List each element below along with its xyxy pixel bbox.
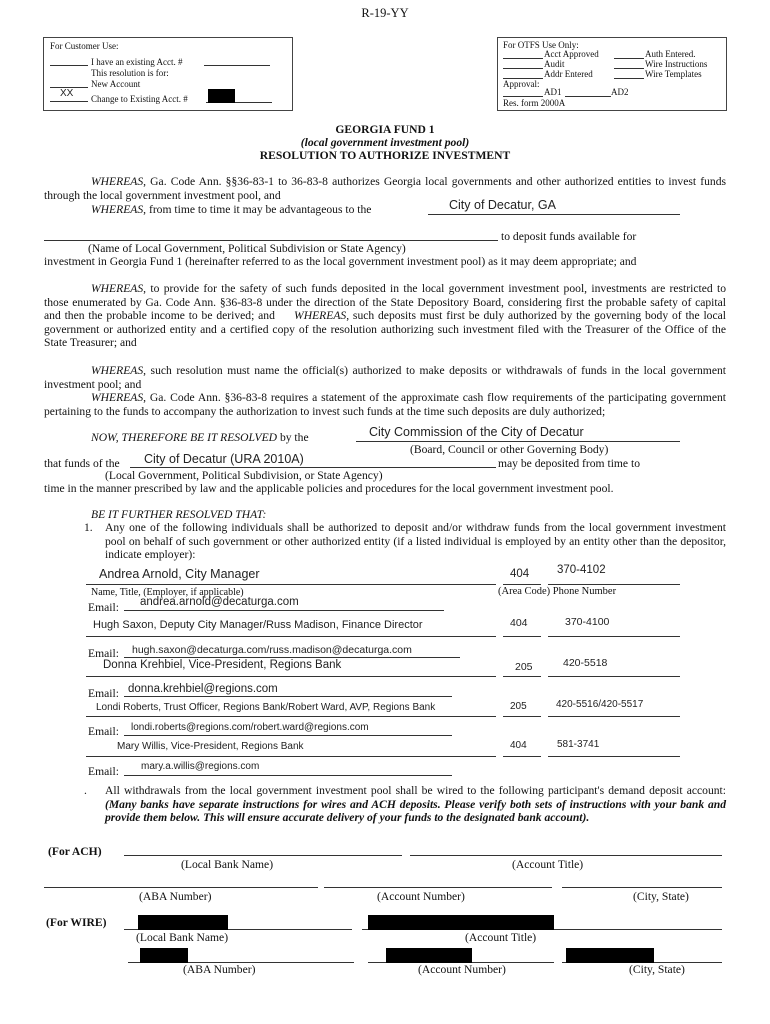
resolution-for-label: This resolution is for: — [91, 68, 169, 78]
form-id: R-19-YY — [361, 6, 409, 20]
paragraph-whereas-2 — [91, 203, 371, 216]
signer-5-name: Mary Willis, Vice-President, Regions Bank — [117, 741, 304, 752]
email-label-3: Email: — [88, 687, 119, 700]
redacted-wire-city-state — [566, 948, 654, 963]
ad2-line[interactable] — [565, 96, 611, 97]
ach-aba-caption: (ABA Number) — [139, 890, 212, 903]
local-government-line-2[interactable] — [44, 240, 498, 241]
wire-city-state-caption: (City, State) — [629, 963, 685, 976]
ach-city-state-line[interactable] — [562, 887, 722, 888]
otfs-use-box — [497, 37, 727, 111]
whereas-label: WHEREAS — [91, 364, 144, 377]
ach-city-state-caption: (City, State) — [633, 890, 689, 903]
paragraph-whereas-6 — [44, 391, 726, 418]
governing-body-filled: City Commission of the City of Decatur — [369, 425, 584, 439]
local-government-line[interactable] — [428, 214, 680, 215]
title-line-1: GEORGIA FUND 1 — [335, 123, 435, 136]
wire-account-number-caption: (Account Number) — [418, 963, 506, 976]
signer-1-phone: 370-4102 — [557, 564, 606, 576]
ach-aba-line[interactable] — [44, 887, 318, 888]
ad1-line[interactable] — [503, 96, 543, 97]
paragraph-whereas-5 — [44, 364, 726, 391]
signer-1-name: Andrea Arnold, City Manager — [99, 567, 260, 581]
title-line-3: RESOLUTION TO AUTHORIZE INVESTMENT — [259, 149, 511, 162]
phone-caption: (Area Code) Phone Number — [498, 586, 617, 597]
otfs-box-title: For OTFS Use Only: — [503, 40, 579, 50]
withdrawals-bullet: . — [84, 784, 87, 797]
signer-1-name-line[interactable] — [86, 584, 496, 585]
signer-4-email: londi.roberts@regions.com/robert.ward@regions.com — [131, 722, 369, 733]
redacted-wire-bank-name — [138, 915, 228, 930]
audit-line[interactable] — [503, 68, 543, 69]
auth-entered-line[interactable] — [614, 58, 644, 59]
signer-3-phone: 420-5518 — [563, 657, 608, 669]
acct-approved-line[interactable] — [503, 58, 543, 59]
wire-instructions-line[interactable] — [614, 68, 644, 69]
change-account-check-line[interactable] — [50, 101, 88, 102]
email-label-4: Email: — [88, 725, 119, 738]
signer-3-area-code: 205 — [515, 661, 533, 673]
whereas-label: WHEREAS — [91, 282, 144, 295]
signer-2-phone: 370-4100 — [565, 616, 610, 628]
ach-account-number-line[interactable] — [324, 887, 552, 888]
ach-bank-name-caption: (Local Bank Name) — [181, 858, 274, 871]
wire-aba-caption: (ABA Number) — [183, 963, 256, 976]
signer-4-name-line[interactable] — [86, 716, 496, 717]
wire-label: (For WIRE) — [46, 916, 107, 929]
item-1-text: Any one of the following individuals shall be authorized to deposit and/or withdraw funds from the local government investment pool on behalf of such government or other authorized entity (if a listed individual is employed by an entity other than the depositor, indicate employer): — [105, 521, 726, 562]
signer-5-name-line[interactable] — [86, 756, 496, 757]
paragraph-whereas-1 — [44, 175, 726, 202]
signer-4-name: Londi Roberts, Trust Officer, Regions Bank/Robert Ward, AVP, Regions Bank — [96, 702, 436, 713]
res-form-label: Res. form 2000A — [503, 98, 566, 108]
paragraph-time-manner: time in the manner prescribed by law and the applicable policies and procedures for the local government investment pool. — [44, 482, 614, 495]
paragraph-investment: investment in Georgia Fund 1 (hereinafter referred to as the local government investment pool) as it may deem appropriate; and — [44, 255, 637, 268]
paragraph-text: , such deposits must first be duly authorized by the governing body of the local government or authorized entity and a certified copy of the resolution authorizing such investment filed with the Treasurer of the Office of the State Treasurer; and — [44, 309, 726, 350]
to-deposit-text: to deposit funds available for — [501, 230, 637, 243]
acct-approved-label: Acct Approved — [544, 49, 599, 59]
withdrawals-paragraph — [105, 784, 726, 825]
signer-4-phone-line[interactable] — [548, 716, 680, 717]
customer-use-box — [43, 37, 293, 111]
audit-label: Audit — [544, 59, 565, 69]
signer-1-email: andrea.arnold@decaturga.com — [140, 596, 299, 608]
now-therefore-label: NOW, THEREFORE BE IT RESOLVED — [91, 431, 278, 444]
signer-3-email-line[interactable] — [124, 696, 452, 697]
signer-5-email: mary.a.willis@regions.com — [141, 761, 260, 772]
existing-acct-label: I have an existing Acct. # — [91, 57, 183, 67]
customer-box-title: For Customer Use: — [50, 41, 119, 51]
local-government-filled: City of Decatur, GA — [449, 198, 556, 212]
signer-4-area-line[interactable] — [503, 716, 541, 717]
signer-2-name: Hugh Saxon, Deputy City Manager/Russ Madison, Finance Director — [93, 619, 423, 631]
ach-label: (For ACH) — [48, 845, 102, 858]
name-caption: (Name of Local Government, Political Subdivision or State Agency) — [88, 242, 406, 255]
whereas-label: WHEREAS — [91, 391, 144, 404]
redacted-account-number — [208, 89, 235, 103]
signer-5-area-code: 404 — [510, 740, 527, 751]
signer-2-email-line[interactable] — [124, 657, 460, 658]
whereas-label: WHEREAS — [294, 309, 347, 323]
email-label-1: Email: — [88, 601, 119, 614]
signer-3-name-line[interactable] — [86, 676, 496, 677]
email-label-2: Email: — [88, 647, 119, 660]
signer-3-name: Donna Krehbiel, Vice-President, Regions Bank — [103, 659, 342, 671]
signer-1-email-line[interactable] — [124, 610, 444, 611]
paragraph-text: , from time to time it may be advantageous to the — [143, 203, 372, 216]
signer-4-area-code: 205 — [510, 701, 527, 712]
title-line-2: (local government investment pool) — [300, 136, 470, 149]
signer-5-phone: 581-3741 — [557, 739, 600, 750]
signer-4-phone: 420-5516/420-5517 — [556, 699, 644, 710]
paragraph-whereas-3 — [44, 282, 726, 350]
auth-entered-label: Auth Entered. — [645, 49, 696, 59]
signer-2-area-code: 404 — [510, 617, 528, 629]
signer-3-area-line[interactable] — [503, 676, 541, 677]
signer-2-email: hugh.saxon@decaturga.com/russ.madison@decaturga.com — [132, 644, 412, 656]
signer-3-email: donna.krehbiel@regions.com — [128, 683, 278, 695]
now-therefore-line — [91, 431, 309, 444]
funds-of-line[interactable] — [130, 467, 496, 468]
ad1-label: AD1 — [544, 87, 562, 97]
paragraph-text: , Ga. Code Ann. §§36-83-1 to 36-83-8 authorizes Georgia local governments and other authorized entities to invest funds through the local government investment pool, and — [44, 175, 726, 202]
approval-label: Approval: — [503, 79, 540, 89]
board-caption: (Board, Council or other Governing Body) — [410, 443, 609, 456]
signer-5-email-line[interactable] — [124, 775, 452, 776]
ach-account-title-line[interactable] — [410, 855, 722, 856]
wire-templates-label: Wire Templates — [645, 69, 702, 79]
signer-5-area-line[interactable] — [503, 756, 541, 757]
may-be-deposited-text: may be deposited from time to — [498, 457, 640, 470]
redacted-wire-account-title — [368, 915, 554, 930]
addr-entered-label: Addr Entered — [544, 69, 593, 79]
wire-bank-name-caption: (Local Bank Name) — [136, 931, 229, 944]
signer-1-area-code: 404 — [510, 568, 530, 580]
existing-acct-number-line[interactable] — [204, 65, 270, 66]
by-the-text: by the — [279, 431, 309, 444]
signer-2-name-line[interactable] — [86, 636, 496, 637]
withdrawals-emphasis: (Many banks have separate instructions for wires and ACH deposits. Please verify both sets of instructions with your bank and provide them below. This will ensure accurate delivery of your funds to the designated bank account). — [105, 797, 726, 825]
ach-account-number-caption: (Account Number) — [377, 890, 465, 903]
signer-5-phone-line[interactable] — [548, 756, 680, 757]
wire-instructions-label: Wire Instructions — [645, 59, 708, 69]
signer-1-area-line[interactable] — [503, 584, 541, 585]
paragraph-text: , Ga. Code Ann. §36-83-8 requires a statement of the approximate cash flow requirements of the participating government pertaining to the funds to accompany the authorization to invest such funds at the time such deposits are duly authorized; — [44, 391, 726, 418]
item-1-number: 1. — [84, 521, 93, 534]
signer-3-phone-line[interactable] — [548, 676, 680, 677]
redacted-wire-account-number — [386, 948, 472, 963]
ad2-label: AD2 — [611, 87, 629, 97]
wire-account-title-caption: (Account Title) — [465, 931, 537, 944]
change-account-label: Change to Existing Acct. # — [91, 94, 188, 104]
signer-4-email-line[interactable] — [124, 735, 452, 736]
governing-body-line[interactable] — [356, 441, 680, 442]
ach-account-title-caption: (Account Title) — [512, 858, 584, 871]
local-government-caption: (Local Government, Political Subdivision, or State Agency) — [105, 469, 383, 482]
redacted-wire-aba — [140, 948, 188, 963]
signer-2-phone-line[interactable] — [548, 636, 680, 637]
email-label-5: Email: — [88, 765, 119, 778]
change-account-mark: XX — [60, 88, 74, 99]
new-account-label: New Account — [91, 79, 141, 89]
existing-acct-check-line[interactable] — [50, 65, 88, 66]
signer-2-area-line[interactable] — [503, 636, 541, 637]
whereas-label: WHEREAS — [91, 203, 144, 216]
withdrawals-text: All withdrawals from the local government investment pool shall be wired to the following participant's demand deposit account: — [105, 784, 726, 797]
further-resolved: BE IT FURTHER RESOLVED THAT: — [91, 508, 267, 521]
name-title-caption: Name, Title, (Employer, if applicable) — [91, 587, 244, 598]
ach-bank-name-line[interactable] — [124, 855, 402, 856]
signer-1-phone-line[interactable] — [548, 584, 680, 585]
wire-templates-line[interactable] — [614, 78, 644, 79]
funds-of-filled: City of Decatur (URA 2010A) — [144, 452, 304, 466]
further-resolved-text: BE IT FURTHER RESOLVED THAT — [91, 508, 263, 521]
paragraph-text: , to provide for the safety of such funds deposited in the local government investment pool, investments are restricted to those enumerated by Ga. Code Ann. §36-83-8 under the direction of the State Depository Board, considering first the probable safety of capital and then the probable income to be derived; and — [44, 282, 726, 323]
that-funds-text: that funds of the — [44, 457, 120, 470]
whereas-label: WHEREAS — [91, 175, 144, 188]
paragraph-text: , such resolution must name the official(s) authorized to make deposits or withdrawals of funds in the local government investment pool; and — [44, 364, 726, 391]
